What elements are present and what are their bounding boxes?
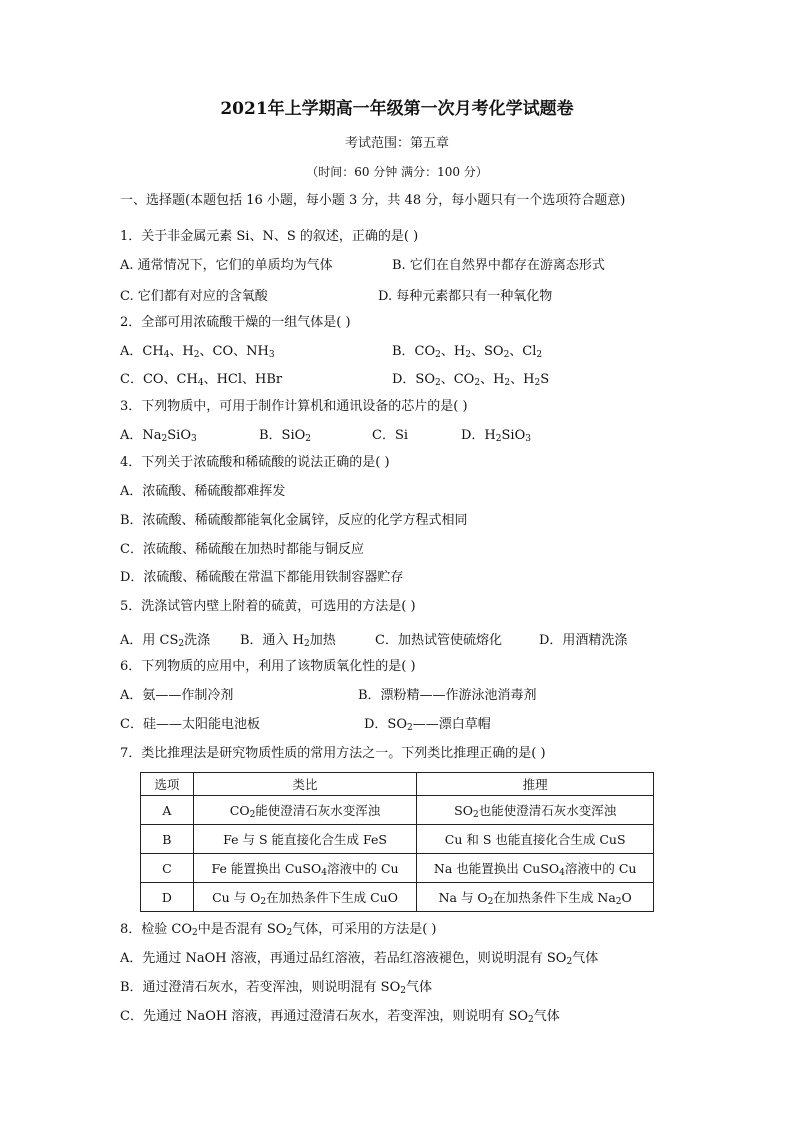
table-cell-analogy: Fe 与 S 能直接化合生成 FeS	[193, 825, 417, 854]
question-4-option-a: A．浓硫酸、稀硫酸都难挥发	[120, 484, 286, 499]
question-1-option-b: B. 它们在自然界中都存在游离态形式	[392, 258, 605, 273]
table-header-row	[141, 773, 654, 796]
table-header-option: 选项	[141, 773, 194, 796]
question-2-stem: 2．全部可用浓硫酸干燥的一组气体是( )	[120, 315, 351, 330]
question-6-option-b: B．漂粉精——作游泳池消毒剂	[358, 688, 537, 703]
table-cell-inference: $SO_2$也能使澄清石灰水变浑浊	[417, 796, 654, 825]
question-4-option-d: D．浓硫酸、稀硫酸在常温下都能用铁制容器贮存	[120, 570, 404, 585]
question-8-stem: 8．检验 $CO_2$中是否混有 $SO_2$气体，可采用的方法是( )	[120, 922, 437, 938]
table-cell-analogy: $CO_2$能使澄清石灰水变浑浊	[193, 796, 417, 825]
question-2-option-d: D．$SO_2$、$CO_2$、$H_2$、$H_2S$	[392, 372, 550, 388]
table-cell-option: C	[141, 854, 194, 883]
table-cell-option: B	[141, 825, 194, 854]
question-5-option-a: A．用 $CS_2$洗涤	[120, 633, 211, 649]
question-6-option-a: A．氨——作制冷剂	[120, 688, 234, 703]
question-4-option-b: B．浓硫酸、稀硫酸都能氧化金属锌，反应的化学方程式相同	[120, 513, 468, 528]
table-cell-analogy: Cu 与 $O_2$在加热条件下生成 CuO	[193, 883, 417, 912]
question-3-option-a: A．$Na_2SiO_3$	[120, 428, 197, 444]
table-cell-inference: Na 也能置换出 CuSO$_4$溶液中的 Cu	[417, 854, 654, 883]
table-cell-analogy: Fe 能置换出 CuSO$_4$溶液中的 Cu	[193, 854, 417, 883]
question-4-option-c: C．浓硫酸、稀硫酸在加热时都能与铜反应	[120, 542, 364, 557]
question-3-option-c: C．Si	[372, 428, 409, 443]
question-1-option-d: D. 每种元素都只有一种氧化物	[378, 289, 553, 304]
table-row	[141, 854, 654, 883]
exam-title: 2021年上学期高一年级第一次月考化学试题卷	[220, 99, 574, 119]
question-1-option-c: C. 它们都有对应的含氧酸	[120, 289, 268, 304]
question-2-option-b: B．$CO_2$、$H_2$、$SO_2$、$Cl_2$	[392, 344, 543, 360]
table-row	[141, 796, 654, 825]
question-7-stem: 7．类比推理法是研究物质性质的常用方法之一。下列类比推理正确的是( )	[120, 746, 546, 761]
question-2-option-c: C．CO、$CH_4$、HCl、HBr	[120, 372, 283, 388]
question-2-option-a: A．$CH_4$、$H_2$、CO、$NH_3$	[120, 344, 275, 360]
question-4-stem: 4．下列关于浓硫酸和稀硫酸的说法正确的是( )	[120, 455, 390, 470]
question-5-option-d: D．用酒精洗涤	[539, 633, 628, 648]
question-3-option-d: D．$H_2SiO_3$	[461, 428, 531, 444]
question-5-stem: 5．洗涤试管内壁上附着的硫黄，可选用的方法是( )	[120, 599, 416, 614]
question-3-option-b: B．SiO$_2$	[259, 428, 312, 444]
question-6-option-c: C．硅——太阳能电池板	[120, 717, 260, 732]
question-5-option-b: B．通入 $H_2$加热	[240, 633, 336, 649]
table-cell-inference: Cu 和 S 也能直接化合生成 CuS	[417, 825, 654, 854]
table-row	[141, 883, 654, 912]
question-8-option-b: B．通过澄清石灰水，若变浑浊，则说明混有 $SO_2$气体	[120, 980, 432, 996]
question-8-option-a: A．先通过 NaOH 溶液，再通过品红溶液，若品红溶液褪色，则说明混有 $SO_2$气体	[120, 951, 599, 967]
table-row	[141, 825, 654, 854]
question-1-option-a: A. 通常情况下，它们的单质均为气体	[120, 258, 333, 273]
table-cell-option: A	[141, 796, 194, 825]
exam-scope: 考试范围：第五章	[344, 136, 449, 151]
analogy-table	[140, 772, 654, 912]
question-6-option-d: D．$SO_2——$漂白草帽	[364, 717, 491, 733]
section-heading: 一、选择题(本题包括 16 小题，每小题 3 分，共 48 分，每小题只有一个选项符合题意)	[120, 193, 626, 208]
table-cell-option: D	[141, 883, 194, 912]
question-8-option-c: C．先通过 NaOH 溶液，再通过澄清石灰水，若变浑浊，则说明有 $SO_2$气体	[120, 1009, 560, 1025]
table-cell-inference: Na 与 $O_2$在加热条件下生成 $Na_2O$	[417, 883, 654, 912]
exam-time-score: （时间：60 分钟 满分：100 分）	[306, 165, 488, 179]
question-3-stem: 3．下列物质中，可用于制作计算机和通讯设备的芯片的是( )	[120, 399, 468, 414]
question-5-option-c: C．加热试管使硫熔化	[375, 633, 502, 648]
table-header-analogy: 类比	[193, 773, 417, 796]
question-6-stem: 6．下列物质的应用中，利用了该物质氧化性的是( )	[120, 659, 416, 674]
question-1-stem: 1．关于非金属元素 Si、N、S 的叙述，正确的是( )	[120, 229, 419, 244]
table-header-inference: 推理	[417, 773, 654, 796]
